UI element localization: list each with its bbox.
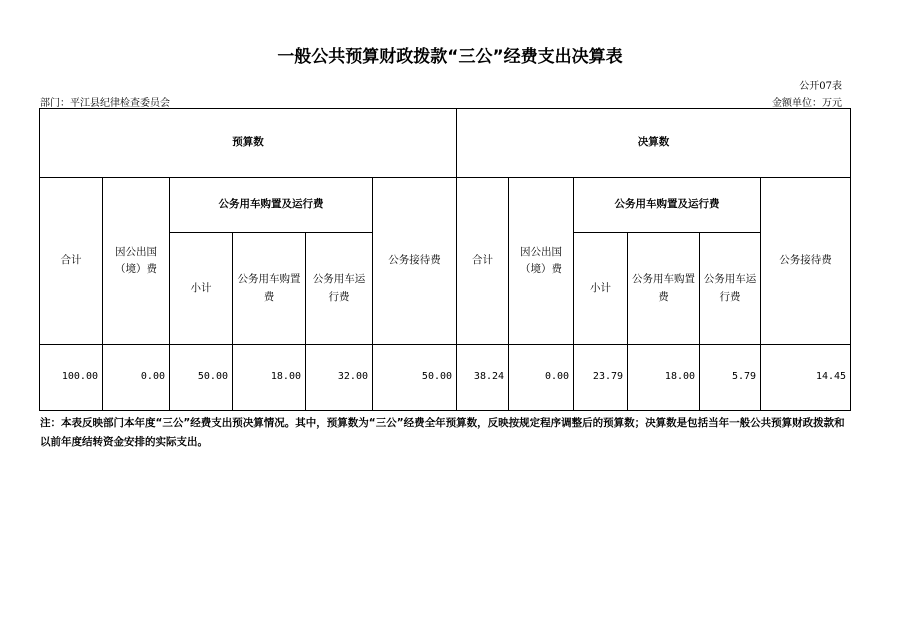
- unit-label: 金额单位：万元: [772, 98, 842, 109]
- budget-vehicle-purchase-value: 18.00: [233, 345, 306, 411]
- final-total-value: 38.24: [457, 345, 509, 411]
- budget-total-value: 100.00: [40, 345, 103, 411]
- final-abroad-header: 因公出国（境）费: [509, 178, 574, 345]
- department-label: 部门：平江县纪律检查委员会: [40, 98, 170, 109]
- budget-group-header: 预算数: [40, 109, 457, 178]
- budget-vehicle-operation-header: 公务用车运行费: [306, 233, 373, 345]
- three-public-expense-table: [39, 108, 851, 411]
- final-reception-header: 公务接待费: [761, 178, 851, 345]
- budget-subtotal-value: 50.00: [170, 345, 233, 411]
- final-group-header: 决算数: [457, 109, 851, 178]
- final-vehicle-purchase-value: 18.00: [628, 345, 700, 411]
- final-vehicle-group-header: 公务用车购置及运行费: [574, 178, 761, 233]
- budget-total-header: 合计: [40, 178, 103, 345]
- budget-reception-value: 50.00: [373, 345, 457, 411]
- budget-vehicle-operation-value: 32.00: [306, 345, 373, 411]
- page-title: 一般公共预算财政拨款“三公”经费支出决算表: [277, 47, 623, 67]
- budget-subtotal-header: 小计: [170, 233, 233, 345]
- table-number: 公开07表: [799, 81, 842, 92]
- budget-abroad-value: 0.00: [103, 345, 170, 411]
- budget-vehicle-group-header: 公务用车购置及运行费: [170, 178, 373, 233]
- final-total-header: 合计: [457, 178, 509, 345]
- budget-reception-header: 公务接待费: [373, 178, 457, 345]
- footnote: 注：本表反映部门本年度“三公”经费支出预决算情况。其中，预算数为“三公”经费全年预算数，反映按规定程序调整后的预算数；决算数是包括当年一般公共预算财政拨款和以前年度结转资金安排的实际支出。: [40, 417, 845, 448]
- final-vehicle-operation-header: 公务用车运行费: [700, 233, 761, 345]
- final-vehicle-operation-value: 5.79: [700, 345, 761, 411]
- final-subtotal-header: 小计: [574, 233, 628, 345]
- final-abroad-value: 0.00: [509, 345, 574, 411]
- budget-abroad-header: 因公出国（境）费: [103, 178, 170, 345]
- final-reception-value: 14.45: [761, 345, 851, 411]
- budget-vehicle-purchase-header: 公务用车购置费: [233, 233, 306, 345]
- final-subtotal-value: 23.79: [574, 345, 628, 411]
- table-row: [40, 345, 851, 411]
- final-vehicle-purchase-header: 公务用车购置费: [628, 233, 700, 345]
